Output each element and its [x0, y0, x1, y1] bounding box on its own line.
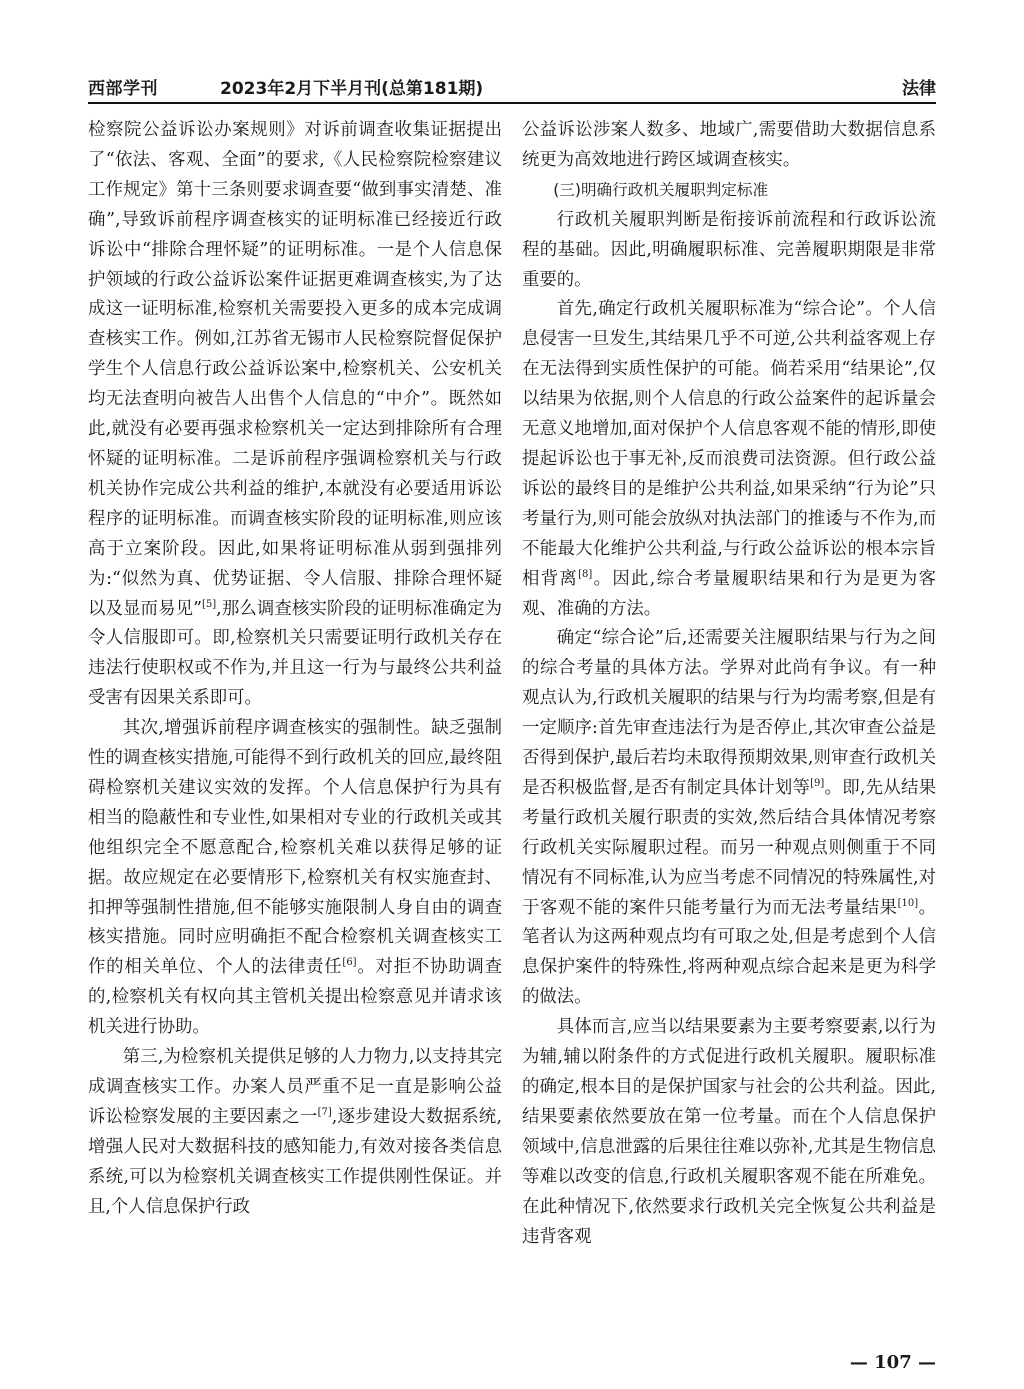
- page-number: — 107 —: [849, 1352, 936, 1373]
- paragraph: [88, 116, 502, 714]
- issue-info: 2023年2月下半月刊(总第181期): [220, 79, 484, 99]
- paragraph-text: 首先,确定行政机关履职标准为“综合论”。个人信息侵害一旦发生,其结果几乎不可逆,公共利益客观上存在无法得到实质性保护的可能。倘若采用“结果论”,仅以结果为依据,则个人信息的行政公益案件的起诉量会无意义地增加,面对保护个人信息客观不能的情形,即使提起诉讼也于事无补,反而浪费司法资源。但行政公益诉讼的最终目的是维护公共利益,如果采纳“行为论”只考量行为,则可能会放纵对执法部门的推诿与不作为,而不能最大化维护公共利益,与行政公益诉讼的根本宗旨相背离: [522, 299, 936, 589]
- paragraph: 公益诉讼涉案人数多、地域广,需要借助大数据信息系统更为高效地进行跨区域调查核实。: [522, 120, 936, 170]
- paragraph: [88, 1043, 502, 1222]
- paragraph: [88, 714, 502, 1043]
- paragraph-text: 。因此,综合考量履职结果和行为是更为客观、准确的方法。: [522, 568, 936, 619]
- paragraph: 行政机关履职判断是衔接诉前流程和行政诉讼流程的基础。因此,明确履职标准、完善履职期限是非常重要的。: [522, 209, 936, 290]
- journal-name: 西部学刊: [88, 79, 158, 99]
- paragraph: [522, 295, 936, 624]
- right-column: [522, 116, 936, 1252]
- left-column: [88, 116, 502, 1223]
- citation: [5]: [202, 598, 217, 610]
- paragraph: [522, 624, 936, 1013]
- citation: [9]: [810, 778, 825, 790]
- paragraph-text: 。即,先从结果考量行政机关履行职责的实效,然后结合具体情况考察行政机关实际履职过程。而另一种观点则侧重于不同情况有不同标准,认为应当考虑不同情况的特殊属性,对于客观不能的案件只能考量行为而无法考量结果: [522, 777, 937, 918]
- section-label: 法律: [902, 79, 936, 99]
- paragraph-text: ,逐步建设大数据系统,增强人民对大数据科技的感知能力,有效对接各类信息系统,可以为检察机关调查核实工作提供刚性保证。并且,个人信息保护行政: [88, 1106, 502, 1217]
- running-header: [88, 68, 936, 104]
- paragraph-text: 。笔者认为这两种观点均有可取之处,但是考虑到个人信息保护案件的特殊性,将两种观点综合起来是更为科学的做法。: [522, 897, 936, 1008]
- paragraph-text: 第三,为检察机关提供足够的人力物力,以支持其完成调查核实工作。办案人员严重不足一直是影响公益诉讼检察发展的主要因素之一: [88, 1047, 502, 1127]
- paragraph: 具体而言,应当以结果要素为主要考察要素,以行为为辅,辅以附条件的方式促进行政机关履职。履职标准的确定,根本目的是保护国家与社会的公共利益。因此,结果要素依然要放在第一位考量。而在个人信息保护领域中,信息泄露的后果往往难以弥补,尤其是生物信息等难以改变的信息,行政机关履职客观不能在所难免。在此种情况下,依然要求行政机关完全恢复公共利益是违背客观: [522, 1017, 936, 1247]
- paragraph-text: 。对拒不协助调查的,检察机关有权向其主管机关提出检察意见并请求该机关进行协助。: [88, 957, 502, 1038]
- section-subheading: (三)明确行政机关履职判定标准: [553, 180, 769, 199]
- paragraph-text: ,那么调查核实阶段的证明标准确定为令人信服即可。即,检察机关只需要证明行政机关存在违法行使职权或不作为,并且这一行为与最终公共利益受害有因果关系即可。: [88, 598, 502, 709]
- paragraph-text: 确定“综合论”后,还需要关注履职结果与行为之间的综合考量的具体方法。学界对此尚有争议。有一种观点认为,行政机关履职的结果与行为均需考察,但是有一定顺序:首先审查违法行为是否停止,其次审查公益是否得到保护,最后若均未取得预期效果,则审查行政机关是否积极监督,是否有制定具体计划等: [522, 628, 936, 798]
- citation: [10]: [897, 897, 919, 909]
- citation: [6]: [342, 957, 357, 969]
- paragraph-text: 其次,增强诉前程序调查核实的强制性。缺乏强制性的调查核实措施,可能得不到行政机关的回应,最终阻碍检察机关建议实效的发挥。个人信息保护行为具有相当的隐蔽性和专业性,如果相对专业的行政机关或其他组织完全不愿意配合,检察机关难以获得足够的证据。故应规定在必要情形下,检察机关有权实施查封、扣押等强制性措施,但不能够实施限制人身自由的调查核实措施。同时应明确拒不配合检察机关调查核实工作的相关单位、个人的法律责任: [88, 718, 502, 978]
- citation: [7]: [317, 1107, 332, 1119]
- paragraph-text: 检察院公益诉讼办案规则》对诉前调查收集证据提出了“依法、客观、全面”的要求,《人民检察院检察建议工作规定》第十三条则要求调查要“做到事实清楚、准确”,导致诉前程序调查核实的证明标准已经接近行政诉讼中“排除合理怀疑”的证明标准。一是个人信息保护领域的行政公益诉讼案件证据更难调查核实,为了达成这一证明标准,检察机关需要投入更多的成本完成调查核实工作。例如,江苏省无锡市人民检察院督促保护学生个人信息行政公益诉讼案中,检察机关、公安机关均无法查明向被告人出售个人信息的“中介”。既然如此,就没有必要再强求检察机关一定达到排除所有合理怀疑的证明标准。二是诉前程序强调检察机关与行政机关协作完成公共利益的维护,本就没有必要适用诉讼程序的证明标准。而调查核实阶段的证明标准,则应该高于立案阶段。因此,如果将证明标准从弱到强排列为:“似然为真、优势证据、令人信服、排除合理怀疑以及显而易见”: [88, 120, 502, 619]
- citation: [8]: [578, 568, 593, 580]
